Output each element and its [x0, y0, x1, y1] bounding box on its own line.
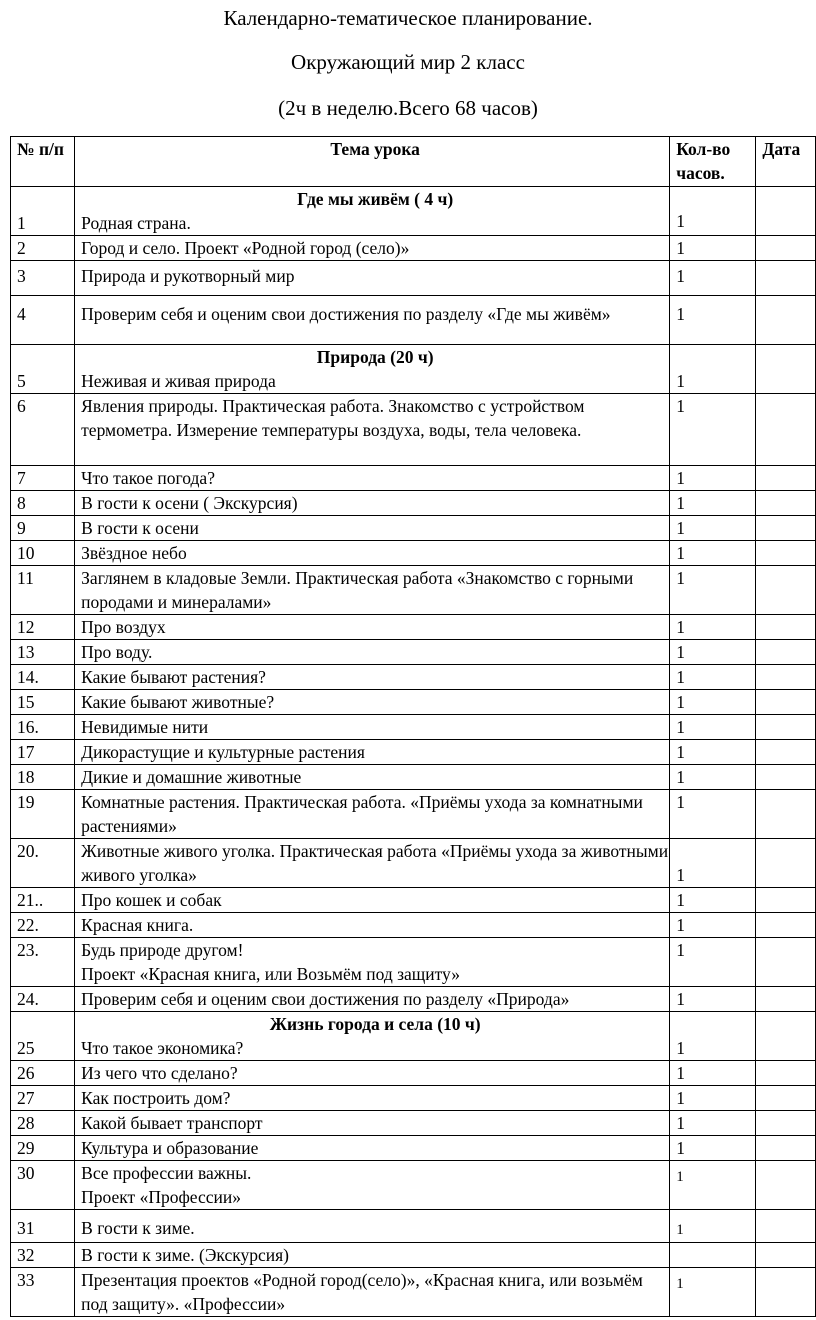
row-date [756, 566, 816, 615]
row-hours: 1 [670, 765, 756, 790]
section-title: Жизнь города и села (10 ч) [269, 1014, 481, 1034]
row-hours: 1 [670, 938, 756, 987]
row-topic [75, 261, 670, 296]
topic-text-secondary: Проект «Красная книга, или Возьмём под защиту» [81, 964, 460, 984]
row-hours: 1 [670, 187, 756, 236]
row-topic [75, 466, 670, 491]
row-hours: 1 [670, 888, 756, 913]
topic-text: Будь природе другом! [81, 940, 244, 960]
row-date [756, 394, 816, 466]
topic-text: Комнатные растения. Практическая работа. «Приёмы ухода за комнатными растениями» [81, 792, 643, 836]
section-title: Природа (20 ч) [316, 347, 434, 367]
topic-text-secondary: Проект «Профессии» [81, 1187, 242, 1207]
topic-text: Что такое экономика? [81, 1038, 244, 1058]
row-number: 33 [11, 1268, 75, 1317]
row-number: 10 [11, 541, 75, 566]
row-topic [75, 938, 670, 987]
row-date [756, 1268, 816, 1317]
row-date [756, 715, 816, 740]
row-number: 21.. [11, 888, 75, 913]
row-topic [75, 987, 670, 1012]
row-number: 26 [11, 1061, 75, 1086]
row-number: 5 [11, 345, 75, 394]
topic-text: Неживая и живая природа [81, 371, 276, 391]
table-row [11, 987, 816, 1012]
table-row [11, 345, 816, 394]
table-row [11, 394, 816, 466]
topic-text: Какие бывают животные? [81, 692, 275, 712]
row-topic [75, 1086, 670, 1111]
row-hours: 1 [670, 987, 756, 1012]
row-hours [670, 1243, 756, 1268]
row-date [756, 1136, 816, 1161]
row-topic [75, 236, 670, 261]
row-number: 11 [11, 566, 75, 615]
row-number: 32 [11, 1243, 75, 1268]
table-row [11, 715, 816, 740]
row-number: 9 [11, 516, 75, 541]
topic-text: Красная книга. [81, 915, 194, 935]
table-row [11, 665, 816, 690]
row-topic [75, 913, 670, 938]
row-number: 14. [11, 665, 75, 690]
row-hours: 1 [670, 516, 756, 541]
row-number: 12 [11, 615, 75, 640]
row-hours: 1 [670, 1061, 756, 1086]
row-date [756, 740, 816, 765]
table-row [11, 690, 816, 715]
document-title: Календарно-тематическое планирование. [223, 6, 593, 30]
table-row [11, 913, 816, 938]
row-hours: 1 [670, 1210, 756, 1243]
topic-text: Проверим себя и оценим свои достижения по разделу «Природа» [81, 989, 570, 1009]
topic-text: Из чего что сделано? [81, 1063, 238, 1083]
section-title: Где мы живём ( 4 ч) [297, 189, 454, 209]
row-hours: 1 [670, 296, 756, 345]
table-row [11, 1111, 816, 1136]
row-date [756, 987, 816, 1012]
column-header-topic: Тема урока [75, 137, 670, 187]
row-date [756, 236, 816, 261]
row-topic [75, 491, 670, 516]
row-topic [75, 1268, 670, 1317]
row-date [756, 1210, 816, 1243]
topic-text: В гости к зиме. [81, 1218, 195, 1238]
row-topic [75, 1061, 670, 1086]
table-header-row [11, 137, 816, 187]
planning-table [10, 136, 816, 1317]
column-header-number: № п/п [11, 137, 75, 187]
row-topic [75, 1136, 670, 1161]
table-row [11, 1268, 816, 1317]
row-hours: 1 [670, 491, 756, 516]
row-number: 7 [11, 466, 75, 491]
row-hours: 1 [670, 566, 756, 615]
row-hours: 1 [670, 345, 756, 394]
row-date [756, 1111, 816, 1136]
row-hours: 1 [670, 261, 756, 296]
table-row [11, 296, 816, 345]
topic-text: Какие бывают растения? [81, 667, 266, 687]
row-number: 2 [11, 236, 75, 261]
table-row [11, 1243, 816, 1268]
row-topic [75, 888, 670, 913]
row-number: 16. [11, 715, 75, 740]
row-topic [75, 1243, 670, 1268]
row-number: 19 [11, 790, 75, 839]
row-hours: 1 [670, 690, 756, 715]
row-topic [75, 690, 670, 715]
table-row [11, 740, 816, 765]
topic-text: Родная страна. [81, 213, 191, 233]
row-number: 27 [11, 1086, 75, 1111]
row-number: 3 [11, 261, 75, 296]
table-row [11, 1086, 816, 1111]
table-row [11, 1136, 816, 1161]
topic-text: Природа и рукотворный мир [81, 266, 295, 286]
row-hours: 1 [670, 665, 756, 690]
row-number: 13 [11, 640, 75, 665]
row-date [756, 345, 816, 394]
table-row [11, 790, 816, 839]
topic-text: Дикорастущие и культурные растения [81, 742, 365, 762]
column-header-date: Дата [756, 137, 816, 187]
row-topic [75, 790, 670, 839]
topic-text: Животные живого уголка. Практическая работа «Приёмы ухода за животными живого уголка» [81, 841, 669, 885]
row-topic [75, 187, 670, 236]
row-date [756, 261, 816, 296]
row-date [756, 1061, 816, 1086]
topic-text: Все профессии важны. [81, 1163, 252, 1183]
topic-text: Заглянем в кладовые Земли. Практическая работа «Знакомство с горными породами и минералами» [81, 568, 634, 612]
row-date [756, 690, 816, 715]
row-topic [75, 765, 670, 790]
topic-text: Явления природы. Практическая работа. Знакомство с устройством термометра. Измерение температуры воздуха, воды, тела человека. [81, 396, 585, 440]
topic-text: В гости к зиме. (Экскурсия) [81, 1245, 290, 1265]
row-hours: 1 [670, 1012, 756, 1061]
row-date [756, 938, 816, 987]
row-number: 17 [11, 740, 75, 765]
row-number: 30 [11, 1161, 75, 1210]
table-row [11, 938, 816, 987]
topic-text: Какой бывает транспорт [81, 1113, 263, 1133]
row-topic [75, 740, 670, 765]
row-date [756, 913, 816, 938]
table-row [11, 839, 816, 888]
row-hours: 1 [670, 715, 756, 740]
table-row [11, 261, 816, 296]
row-topic [75, 541, 670, 566]
row-date [756, 765, 816, 790]
row-hours: 1 [670, 1268, 756, 1317]
row-topic [75, 566, 670, 615]
row-hours: 1 [670, 236, 756, 261]
topic-text: Презентация проектов «Родной город(село)», «Красная книга, или возьмём под защиту». «Профессии» [81, 1270, 643, 1314]
row-hours: 1 [670, 1111, 756, 1136]
row-number: 20. [11, 839, 75, 888]
row-number: 4 [11, 296, 75, 345]
row-number: 6 [11, 394, 75, 466]
row-date [756, 516, 816, 541]
row-date [756, 541, 816, 566]
row-topic [75, 665, 670, 690]
row-topic [75, 640, 670, 665]
table-row [11, 236, 816, 261]
row-date [756, 491, 816, 516]
document-hours: (2ч в неделю.Всего 68 часов) [278, 96, 538, 120]
table-row [11, 1061, 816, 1086]
row-number: 31 [11, 1210, 75, 1243]
row-topic [75, 1161, 670, 1210]
row-number: 25 [11, 1012, 75, 1061]
topic-text: В гости к осени ( Экскурсия) [81, 493, 298, 513]
row-hours: 1 [670, 1086, 756, 1111]
row-hours: 1 [670, 640, 756, 665]
row-hours: 1 [670, 913, 756, 938]
row-number: 29 [11, 1136, 75, 1161]
topic-text: Как построить дом? [81, 1088, 231, 1108]
row-date [756, 615, 816, 640]
table-row [11, 888, 816, 913]
row-number: 15 [11, 690, 75, 715]
table-row [11, 1161, 816, 1210]
table-row [11, 466, 816, 491]
topic-text: Звёздное небо [81, 543, 187, 563]
row-date [756, 1243, 816, 1268]
row-date [756, 1161, 816, 1210]
row-topic [75, 394, 670, 466]
row-date [756, 790, 816, 839]
table-row [11, 516, 816, 541]
topic-text: Город и село. Проект «Родной город (село)» [81, 238, 410, 258]
row-topic [75, 516, 670, 541]
row-hours: 1 [670, 394, 756, 466]
row-number: 8 [11, 491, 75, 516]
table-row [11, 187, 816, 236]
topic-text: Что такое погода? [81, 468, 215, 488]
row-date [756, 640, 816, 665]
column-header-hours: Кол-во часов. [670, 137, 756, 187]
row-hours: 1 [670, 466, 756, 491]
row-topic [75, 615, 670, 640]
row-date [756, 296, 816, 345]
document-subject: Окружающий мир 2 класс [291, 50, 525, 74]
table-row [11, 1210, 816, 1243]
row-topic [75, 1111, 670, 1136]
table-row [11, 491, 816, 516]
row-date [756, 187, 816, 236]
row-date [756, 888, 816, 913]
topic-text: В гости к осени [81, 518, 199, 538]
row-topic [75, 839, 670, 888]
row-hours: 1 [670, 740, 756, 765]
row-date [756, 1086, 816, 1111]
row-number: 24. [11, 987, 75, 1012]
table-row [11, 615, 816, 640]
row-hours: 1 [670, 1161, 756, 1210]
row-hours: 1 [670, 1136, 756, 1161]
row-topic [75, 1210, 670, 1243]
table-row [11, 541, 816, 566]
row-number: 22. [11, 913, 75, 938]
topic-text: Дикие и домашние животные [81, 767, 302, 787]
row-number: 1 [11, 187, 75, 236]
table-row [11, 640, 816, 665]
row-topic [75, 715, 670, 740]
row-hours: 1 [670, 615, 756, 640]
topic-text: Культура и образование [81, 1138, 259, 1158]
row-topic [75, 296, 670, 345]
topic-text: Про воду. [81, 642, 153, 662]
topic-text: Про кошек и собак [81, 890, 222, 910]
row-number: 18 [11, 765, 75, 790]
row-hours: 1 [670, 790, 756, 839]
row-date [756, 839, 816, 888]
table-row [11, 1012, 816, 1061]
row-topic [75, 1012, 670, 1061]
topic-text: Проверим себя и оценим свои достижения по разделу «Где мы живём» [81, 304, 611, 324]
row-date [756, 1012, 816, 1061]
row-number: 28 [11, 1111, 75, 1136]
row-hours: 1 [670, 839, 756, 888]
row-date [756, 665, 816, 690]
row-number: 23. [11, 938, 75, 987]
row-hours: 1 [670, 541, 756, 566]
topic-text: Про воздух [81, 617, 166, 637]
topic-text: Невидимые нити [81, 717, 209, 737]
table-row [11, 566, 816, 615]
row-date [756, 466, 816, 491]
row-topic [75, 345, 670, 394]
table-row [11, 765, 816, 790]
